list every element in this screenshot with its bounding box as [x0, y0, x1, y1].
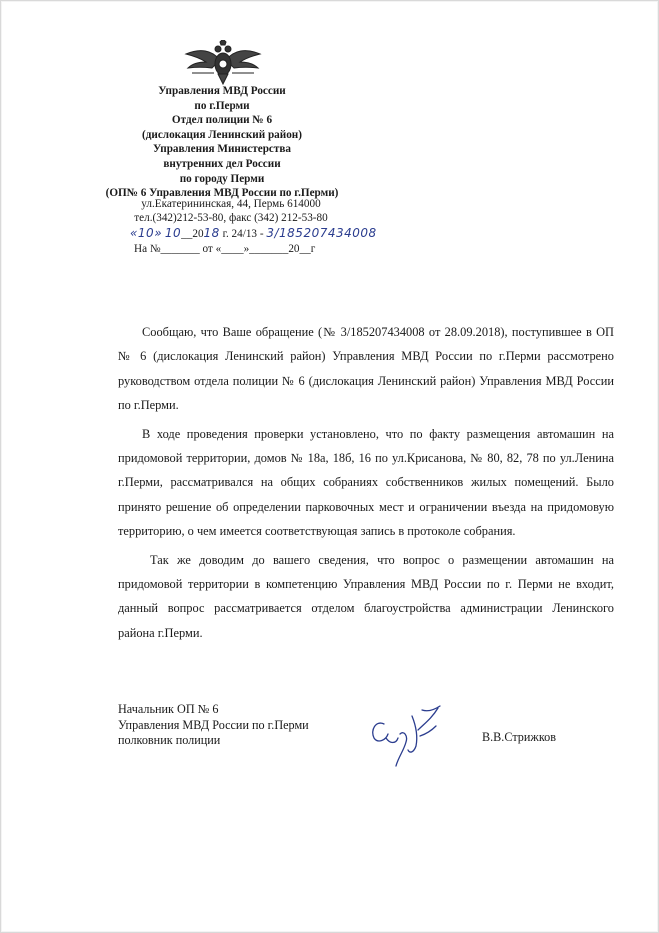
- reply-reference: На №_______ от «____»_______20__г: [134, 243, 316, 255]
- header-line: по г.Перми: [194, 99, 250, 112]
- header-line: Отдел полиции № 6: [171, 114, 273, 127]
- reg-number: 3/185207434008: [266, 226, 377, 240]
- signatory-name: В.В.Стрижков: [482, 730, 556, 744]
- header-line: Управления Министерства: [152, 143, 292, 156]
- header-line: (дислокация Ленинский район): [142, 128, 302, 141]
- reg-quote-mid: »: [154, 226, 163, 240]
- paragraph-2: В ходе проведения проверки установлено, что по факту размещения автомашин на придомовой территории, домов № 18а, 18б, 16 по ул.Крисанова, № 80, 82, 78 по ул.Ленина г.Перми, рассматривался на общих собраниях собственников жилых помещений. Было принято решение об определении парковочных мест и ограничении въезда на придомовую территорию, о чем имеется соответствующая запись в протоколе собрания.: [118, 426, 614, 539]
- letter-body: [118, 320, 614, 645]
- signatory-title-line: Управления МВД России по г.Перми: [118, 717, 309, 732]
- reg-day: 10: [137, 226, 155, 240]
- paragraph-3: Так же доводим до вашего сведения, что вопрос о размещении автомашин на придомовой территории в компетенцию Управления МВД России по г. Перми не входит, данный вопрос рассматривается отделом благоустройства администрации Ленинского района г.Перми.: [118, 552, 614, 640]
- signatory-title: [118, 702, 309, 749]
- handwritten-signature: [362, 700, 452, 770]
- registration-line: «10» 10__2018 г. 24/13 - 3/185207434008: [130, 226, 377, 240]
- reg-year-prefix: 20: [192, 228, 204, 240]
- phone-fax: тел.(342)212-53-80, факс (342) 212-53-80: [134, 212, 328, 225]
- paragraph-1: Сообщаю, что Ваше обращение (№ 3/185207434008 от 28.09.2018), поступившее в ОП № 6 (дислокация Ленинский район) Управления МВД России по г.Перми рассмотрено руководством отдела полиции № 6 (дислокация Ленинский район) Управления МВД России по г.Перми.: [118, 325, 614, 413]
- street-address: ул.Екатерининская, 44, Пермь 614000: [141, 198, 321, 210]
- header-line: внутренних дел России: [163, 157, 281, 170]
- agency-header: [86, 84, 358, 201]
- header-line: Управления МВД России: [158, 85, 286, 97]
- reg-month: 10: [164, 226, 182, 240]
- signatory-title-line: Начальник ОП № 6: [118, 702, 219, 716]
- reg-year: 18: [203, 226, 220, 240]
- emblem-icon: [182, 40, 264, 86]
- header-line: (ОП№ 6 Управления МВД России по г.Перми): [105, 187, 339, 200]
- signatory-title-line: полковник полиции: [118, 733, 221, 748]
- agency-address: [86, 197, 376, 225]
- reg-quote-open: «: [130, 226, 138, 240]
- header-line: по городу Перми: [179, 172, 265, 185]
- reg-year-suffix: г. 24/13 -: [219, 228, 267, 240]
